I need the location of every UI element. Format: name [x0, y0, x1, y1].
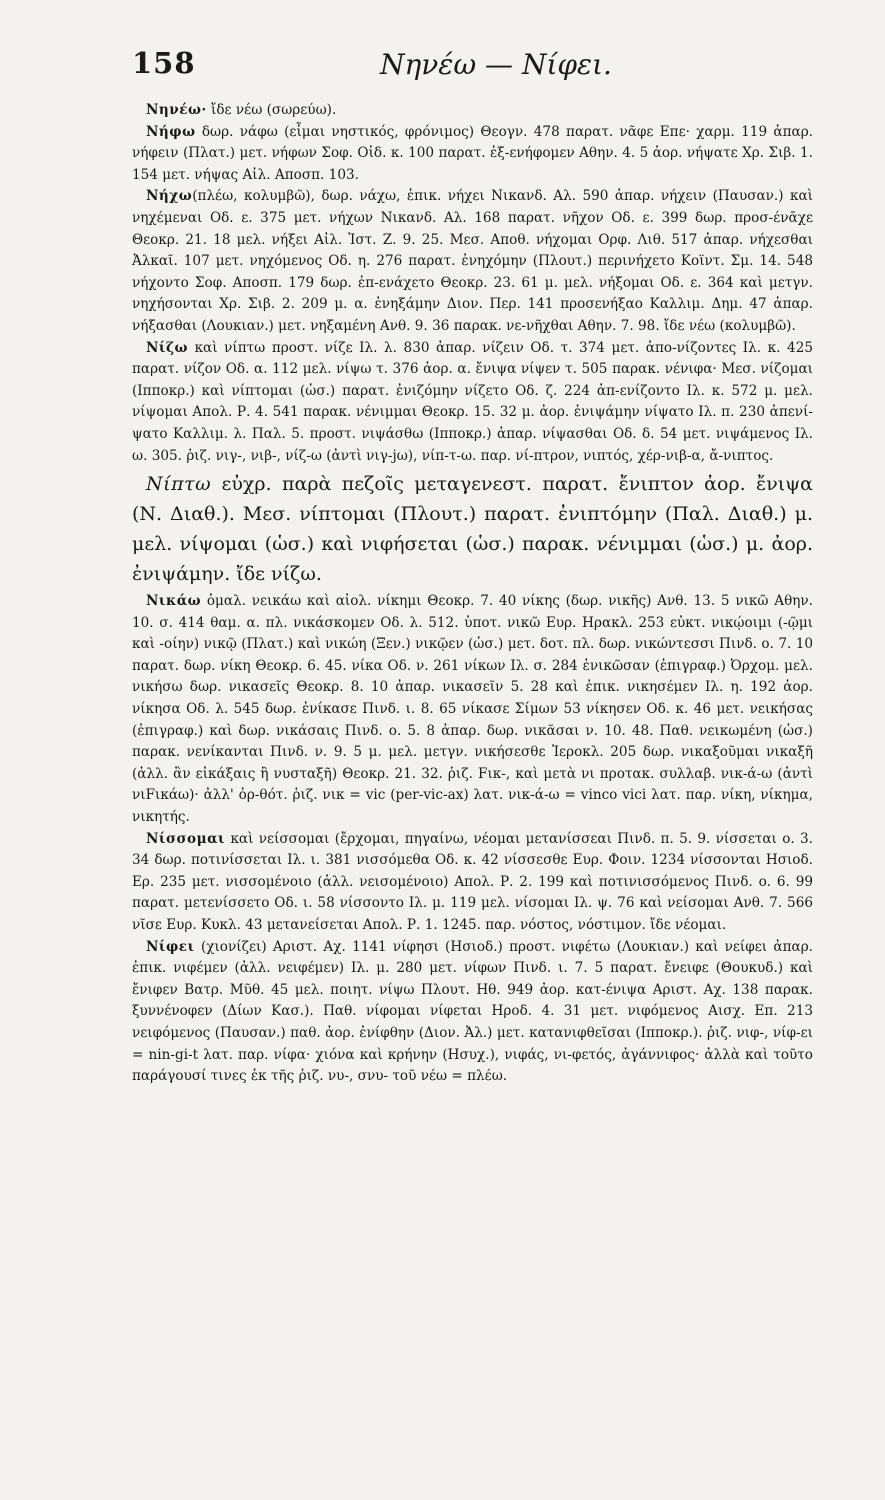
lemma: Νίφει: [146, 938, 195, 955]
entry-nicho: [132, 186, 813, 337]
entry-nipto: [132, 469, 813, 589]
lemma: Νικάω: [146, 593, 202, 610]
entry-text: (πλέω, κολυμβῶ), δωρ. νάχω, ἐπικ. νήχει Νικανδ. Αλ. 590 ἀπαρ. νήχειν (Παυσαν.) καὶ νηχέμεναι Οδ. ε. 375 μετ. νήχων Νικανδ. Αλ. 168 παρατ. νῆχον Οδ. ε. 399 δωρ. προσ-ένᾱχε Θεοκρ. 21. 18 μελ. νήξει Αἰλ. Ἱστ. Ζ. 9. 25. Μεσ. Αποθ. νήχομαι Ορφ. Λιθ. 517 ἀπαρ. νήχεσθαι Ἀλκαῖ. 107 μετ. νηχόμενος Οδ. η. 276 παρατ. ἐνηχόμην (Πλουτ.) περινήχετο Κοϊντ. Σμ. 14. 548 νήχοντο Σοφ. Αποσπ. 179 δωρ. ἐπ-ενάχετο Θεοκρ. 23. 61 μ. μελ. νήξομαι Οδ. ε. 364 καὶ μετγν. νηχήσονται Χρ. Σιβ. 2. 209 μ. α. ἐνηξάμην Διον. Περ. 141 προσενήξαο Καλλιμ. Δημ. 47 ἀπαρ. νήξασθαι (Λουκιαν.) μετ. νηξαμένη Ανθ. 9. 36 παρακ. νε-νῆχθαι Αθην. 7. 98. ἴδε νέω (κολυμβῶ).: [132, 188, 813, 334]
entry-text: (χιονίζει) Αριστ. Αχ. 1141 νίφησι (Ησιοδ.) προστ. νιφέτω (Λουκιαν.) καὶ νείφει ἀπαρ. ἐπικ. νιφέμεν (ἀλλ. νειφέμεν) Ιλ. μ. 280 μετ. νίφων Πινδ. ι. 7. 5 παρατ. ἔνειφε (Θουκυδ.) καὶ ἔνιφεν Βατρ. Μῦθ. 45 μελ. ποιητ. νίψω Πλουτ. Ηθ. 949 ἀορ. κατ-ένιψα Αριστ. Αχ. 138 παρακ. ξυννένοφεν (Δίων Κασ.). Παθ. νίφομαι νίφεται Ηροδ. 4. 31 μετ. νιφόμενος Αισχ. Επ. 213 νειφόμενος (Παυσαν.) παθ. ἀορ. ἐνίφθην (Διον. Ἀλ.) μετ. κατανιφθεῖσαι (Ιπποκρ.). ῥιζ. νιφ-, νίφ-ει = nin-gi-t λατ. παρ. νίφα· χιόνα καὶ κρήνην (Ησυχ.), νιφάς, νι-φετός, ἀγάννιφος· ἀλλὰ καὶ τοῦτο παράγουσί τινες ἐκ τῆς ῥιζ. νυ-, σνυ- τοῦ νέω = πλέω.: [132, 938, 814, 1085]
page-number: 158: [132, 46, 196, 80]
entry-text: ἴδε νέω (σωρεύω).: [211, 102, 337, 118]
entries: [132, 100, 813, 1088]
lemma: Νίσσομαι: [146, 830, 226, 847]
entry-text: δωρ. νάφω (εἶμαι νηστικός, φρόνιμος) Θεογν. 478 παρατ. νᾶφε Επε· χαρμ. 119 ἀπαρ. νήφειν (Πλατ.) μετ. νήφων Σοφ. Οἰδ. κ. 100 παρατ. ἐξ-ενήφομεν Αθην. 4. 5 ἀορ. νήψατε Χρ. Σιβ. 1. 154 μετ. νήψας Αἰλ. Αποσπ. 103.: [132, 123, 814, 183]
lemma: Νήχω: [146, 188, 193, 205]
running-title: Νηνέω — Νίφει.: [380, 48, 612, 81]
entry-nissomai: [132, 829, 813, 937]
entry-text: καὶ νείσσομαι (ἔρχομαι, πηγαίνω, νέομαι μετανίσσεαι Πινδ. π. 5. 9. νίσσεται ο. 3. 34 δωρ. ποτινίσσεται Ιλ. ι. 381 νισσόμεθα Οδ. κ. 42 νίσσεσθε Ευρ. Φοιν. 1234 νίσσονται Ησιοδ. Ερ. 235 μετ. νισσομένοιο (ἀλλ. νεισομένοιο) Απολ. Ρ. 2. 199 καὶ ποτινισσόμενος Πινδ. ο. 6. 99 παρατ. μετενίσσετο Οδ. ι. 58 νίσσοντο Ιλ. μ. 119 μελ. νίσομαι Ιλ. ψ. 76 καὶ νείσομαι Ανθ. 7. 566 νῖσε Ευρ. Κυκλ. 43 μετανείσεται Απολ. Ρ. 1. 1245. παρ. νόστος, νόστιμον. ἴδε νέομαι.: [132, 830, 813, 933]
running-head: [132, 40, 813, 92]
entry-text: καὶ νίπτω προστ. νίζε Ιλ. λ. 830 ἀπαρ. νίζειν Οδ. τ. 374 μετ. ἀπο-νίζοντες Ιλ. κ. 425 παρατ. νίζον Οδ. α. 112 μελ. νίψω τ. 376 ἀορ. α. ἔνιψα νίψεν τ. 505 παρακ. νένιφα· Μεσ. νίζομαι (Ιπποκρ.) καὶ νίπτομαι (ὡσ.) παρατ. ἐνιζόμην νίζετο Οδ. ζ. 224 ἀπ-ενίζοντο Ιλ. κ. 572 μ. μελ. νίψομαι Απολ. Ρ. 4. 541 παρακ. νένιμμαι Θεοκρ. 15. 32 μ. ἀορ. ἐνιψάμην νίψατο Ιλ. π. 230 ἀπενί-ψατο Καλλιμ. λ. Παλ. 5. προστ. νιψάσθω (Ιπποκρ.) ἀπαρ. νίψασθαι Οδ. δ. 54 μετ. νιψάμενος Ιλ. ω. 305. ῥιζ. νιγ-, νιβ-, νίζ-ω (ἀντὶ νιγ-jω), νίπ-τ-ω. παρ. νί-πτρον, νιπτός, χέρ-νιβ-α, ἄ-νιπτος.: [132, 339, 813, 464]
lemma: Νίπτω: [146, 473, 212, 496]
entry-nipho: [132, 122, 813, 187]
lemma: Νήφω: [146, 123, 196, 140]
entry-niphei: [132, 937, 813, 1088]
entry-nineo: [132, 100, 813, 122]
lemma: Νίζω: [146, 339, 188, 356]
entry-nikao: [132, 591, 813, 829]
entry-text: εὐχρ. παρὰ πεζοῖς μεταγενεστ. παρατ. ἔνιπτον ἀορ. ἔνιψα (Ν. Διαθ.). Μεσ. νίπτομαι (Πλουτ.) παρατ. ἐνιπτόμην (Παλ. Διαθ.) μ. μελ. νίψομαι (ὡσ.) καὶ νιφήσεται (ὡσ.) παρακ. νένιμμαι (ὡσ.) μ. ἀορ. ἐνιψάμην. ἴδε νίζω.: [132, 473, 813, 586]
lemma: Νηνέω·: [146, 102, 207, 118]
entry-text: ὁμαλ. νεικάω καὶ αἰολ. νίκημι Θεοκρ. 7. 40 νίκης (δωρ. νικῆς) Ανθ. 13. 5 νικῶ Αθην. 10. σ. 414 θαμ. α. πλ. νικάσκομεν Οδ. λ. 512. ὑποτ. νικῶ Ευρ. Ηρακλ. 253 εὐκτ. νικῴοιμι (-ῷμι καὶ -οίην) νικῷ (Πλατ.) καὶ νικώη (Ξεν.) νικῷεν (ὡσ.) μετ. δοτ. πλ. δωρ. νικώντεσσι Πινδ. ο. 7. 10 παρατ. δωρ. νίκη Θεοκρ. 6. 45. νίκα Οδ. ν. 261 νίκων Ιλ. σ. 284 ἐνικῶσαν (ἐπιγραφ.) Ὀρχομ. μελ. νικήσω δωρ. νικασεῖς Θεοκρ. 8. 10 ἀπαρ. νικασεῖν 5. 28 καὶ ἐπικ. νικησέμεν Ιλ. η. 192 ἀορ. νίκησα Οδ. λ. 545 δωρ. ἐνίκασε Πινδ. ι. 8. 65 νίκασε Σίμων 53 νίκησεν Οδ. κ. 46 μετ. νεικήσας (ἐπιγραφ.) καὶ δωρ. νικάσαις Πινδ. ο. 5. 8 ἀπαρ. δωρ. νικᾶσαι ν. 10. 48. Παθ. νεικωμένη (ὡσ.) παρακ. νενίκανται Πινδ. ν. 9. 5 μ. μελ. μετγν. νικήσεσθε Ἱεροκλ. 205 δωρ. νικαξοῦμαι νικαξῆ (ἀλλ. ἂν εἰκάξαις ἢ νυσταξῆ) Θεοκρ. 21. 32. ῥιζ. Fικ-, καὶ μετὰ νι προτακ. συλλαβ. νικ-ά-ω (ἀντὶ νιFικάω)· ἀλλ' ὀρ-θότ. ῥιζ. νικ = vic (per-vic-ax) λατ. νικ-ά-ω = vinco vici λατ. παρ. νίκη, νίκημα, νικητής.: [132, 593, 813, 826]
entry-nizo: [132, 338, 813, 468]
